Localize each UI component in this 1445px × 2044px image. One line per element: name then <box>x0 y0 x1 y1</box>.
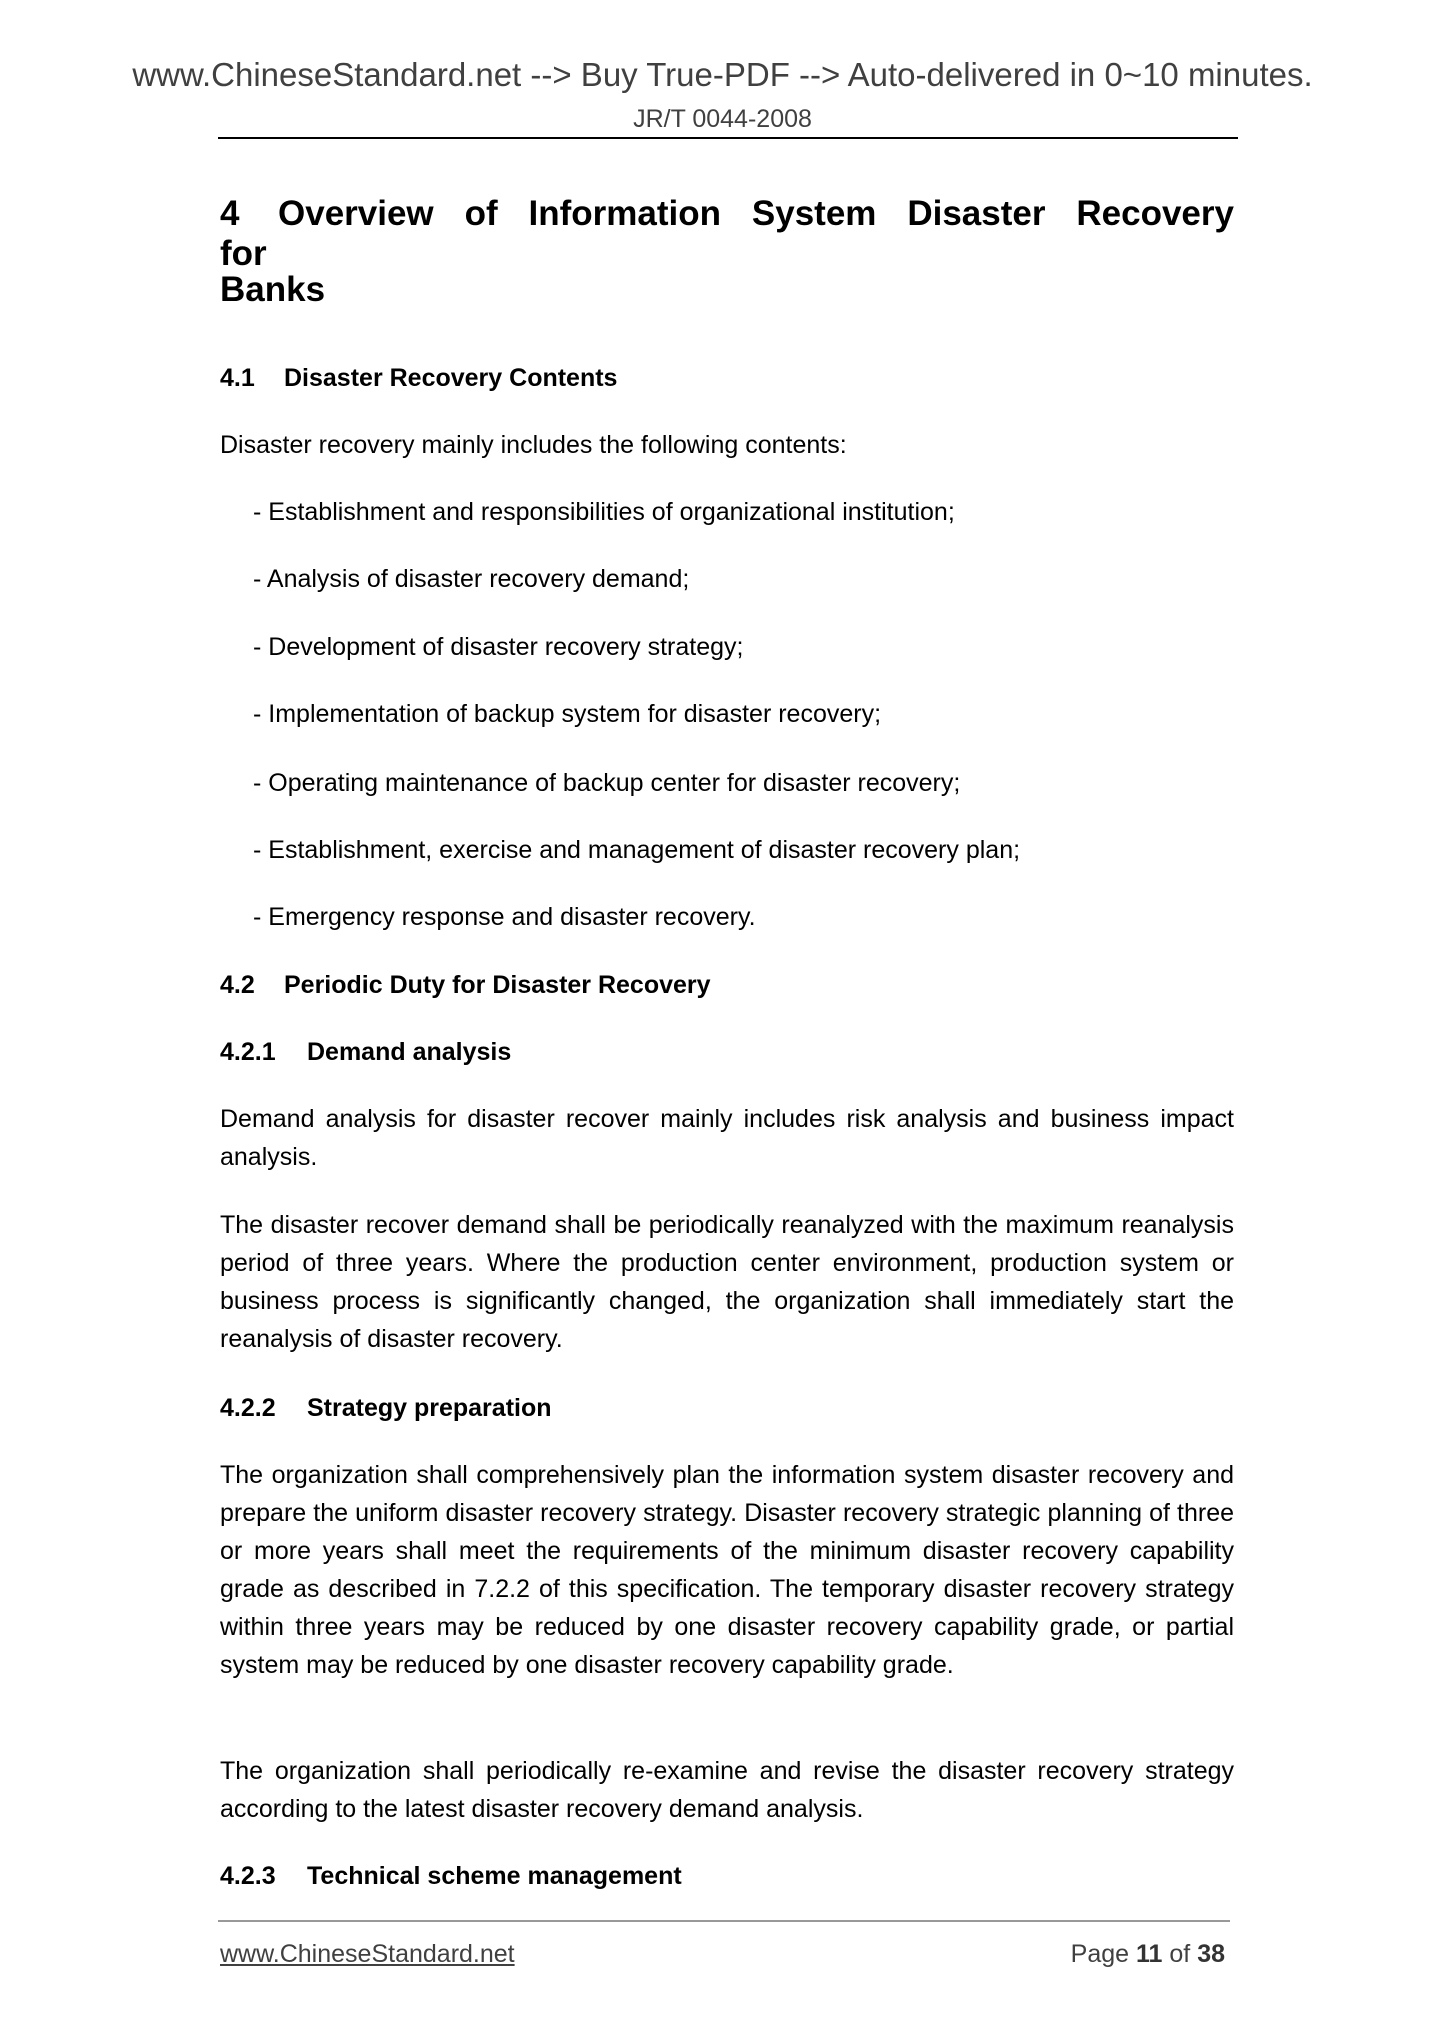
page-label: Page <box>1070 1940 1130 1968</box>
section-4-heading-cont: Banks <box>220 270 326 309</box>
section-number: 4.2.3 <box>220 1862 276 1890</box>
section-title: Overview of Information System Disaster Recovery for <box>220 194 1234 273</box>
section-number: 4.2.1 <box>220 1038 276 1066</box>
section-number: 4.2.2 <box>220 1394 276 1422</box>
section-4-2-heading <box>220 966 1234 1004</box>
page-indicator <box>1071 1940 1225 1969</box>
list-item: - Development of disaster recovery strategy; <box>253 633 744 661</box>
paragraph: The disaster recover demand shall be periodically reanalyzed with the maximum reanalysis period of three years. Where the production center environment, production system or business process is significantly changed, the organization shall immediately start the reanalysis of disaster recovery. <box>220 1211 1234 1353</box>
list-item: - Establishment and responsibilities of organizational institution; <box>253 498 955 526</box>
list-item: - Analysis of disaster recovery demand; <box>253 565 690 593</box>
standard-code: JR/T 0044-2008 <box>633 105 812 133</box>
list-item: - Emergency response and disaster recovery. <box>253 903 756 931</box>
section-4-2-2-heading <box>220 1389 1234 1427</box>
footer-divider <box>218 1920 1230 1922</box>
section-title: Demand analysis <box>307 1038 512 1066</box>
current-page: 11 <box>1135 1940 1163 1968</box>
section-title: Periodic Duty for Disaster Recovery <box>284 971 711 999</box>
section-title: Strategy preparation <box>307 1394 552 1422</box>
page-of-label: of <box>1169 1940 1191 1968</box>
section-title: Disaster Recovery Contents <box>284 364 618 392</box>
section-number: 4.1 <box>220 364 255 392</box>
total-pages: 38 <box>1197 1940 1225 1968</box>
paragraph: Disaster recovery mainly includes the following contents: <box>220 431 847 459</box>
section-title: Technical scheme management <box>307 1862 682 1890</box>
section-4-1-heading <box>220 359 1234 397</box>
list-item: - Implementation of backup system for disaster recovery; <box>253 700 882 728</box>
header-divider <box>218 137 1238 139</box>
section-4-2-1-heading <box>220 1033 1234 1071</box>
section-4-heading <box>220 194 1234 274</box>
paragraph: Demand analysis for disaster recover mainly includes risk analysis and business impact analysis. <box>220 1105 1234 1171</box>
list-item: - Establishment, exercise and management of disaster recovery plan; <box>253 836 1021 864</box>
section-number: 4 <box>220 194 240 233</box>
header-banner: www.ChineseStandard.net --> Buy True-PDF --> Auto-delivered in 0~10 minutes. <box>132 56 1313 93</box>
paragraph: The organization shall periodically re-examine and revise the disaster recovery strategy according to the latest disaster recovery demand analysis. <box>220 1757 1234 1823</box>
section-number: 4.2 <box>220 971 255 999</box>
paragraph: The organization shall comprehensively plan the information system disaster recovery and prepare the uniform disaster recovery strategy. Disaster recovery strategic planning of three or more years shall meet the requirements of the minimum disaster recovery capability grade as described in 7.2.2 of this specification. The temporary disaster recovery strategy within three years may be reduced by one disaster recovery capability grade, or partial system may be reduced by one disaster recovery capability grade. <box>220 1461 1234 1679</box>
section-4-2-3-heading <box>220 1857 1234 1895</box>
footer-website-link[interactable]: www.ChineseStandard.net <box>220 1940 515 1968</box>
list-item: - Operating maintenance of backup center for disaster recovery; <box>253 769 961 797</box>
